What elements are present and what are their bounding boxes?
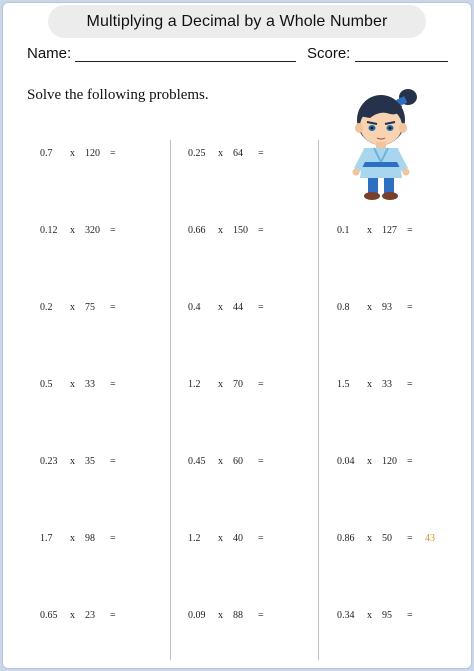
times-sign: x xyxy=(367,610,372,621)
operand-b: 35 xyxy=(85,456,95,467)
title-banner xyxy=(48,5,426,38)
equals-sign: = xyxy=(110,379,116,390)
operand-a: 0.23 xyxy=(40,456,58,467)
operand-a: 0.2 xyxy=(40,302,53,313)
operand-b: 95 xyxy=(382,610,392,621)
equals-sign: = xyxy=(407,225,413,236)
operand-b: 50 xyxy=(382,533,392,544)
operand-b: 320 xyxy=(85,225,100,236)
operand-b: 98 xyxy=(85,533,95,544)
times-sign: x xyxy=(70,225,75,236)
operand-b: 60 xyxy=(233,456,243,467)
operand-a: 0.12 xyxy=(40,225,58,236)
times-sign: x xyxy=(70,148,75,159)
name-field-line[interactable] xyxy=(75,61,296,62)
operand-a: 0.65 xyxy=(40,610,58,621)
equals-sign: = xyxy=(258,148,264,159)
operand-a: 0.4 xyxy=(188,302,201,313)
times-sign: x xyxy=(218,148,223,159)
times-sign: x xyxy=(70,456,75,467)
times-sign: x xyxy=(218,533,223,544)
operand-a: 1.5 xyxy=(337,379,350,390)
equals-sign: = xyxy=(110,533,116,544)
operand-b: 33 xyxy=(382,379,392,390)
equals-sign: = xyxy=(110,302,116,313)
equals-sign: = xyxy=(258,225,264,236)
equals-sign: = xyxy=(407,610,413,621)
times-sign: x xyxy=(218,456,223,467)
times-sign: x xyxy=(70,302,75,313)
times-sign: x xyxy=(218,225,223,236)
operand-a: 0.1 xyxy=(337,225,350,236)
times-sign: x xyxy=(367,379,372,390)
operand-b: 70 xyxy=(233,379,243,390)
operand-a: 0.34 xyxy=(337,610,355,621)
operand-a: 0.45 xyxy=(188,456,206,467)
equals-sign: = xyxy=(407,456,413,467)
operand-b: 93 xyxy=(382,302,392,313)
operand-a: 0.7 xyxy=(40,148,53,159)
operand-a: 1.2 xyxy=(188,379,201,390)
operand-b: 33 xyxy=(85,379,95,390)
times-sign: x xyxy=(218,610,223,621)
times-sign: x xyxy=(70,379,75,390)
worksheet-title: Multiplying a Decimal by a Whole Number xyxy=(86,13,388,30)
operand-b: 44 xyxy=(233,302,243,313)
equals-sign: = xyxy=(258,533,264,544)
answer[interactable]: 43 xyxy=(425,533,435,544)
operand-b: 75 xyxy=(85,302,95,313)
score-label: Score: xyxy=(307,45,351,62)
operand-a: 0.66 xyxy=(188,225,206,236)
equals-sign: = xyxy=(258,456,264,467)
operand-b: 120 xyxy=(85,148,100,159)
equals-sign: = xyxy=(110,225,116,236)
equals-sign: = xyxy=(407,533,413,544)
score-field-line[interactable] xyxy=(355,61,448,62)
equals-sign: = xyxy=(110,456,116,467)
equals-sign: = xyxy=(258,610,264,621)
equals-sign: = xyxy=(110,148,116,159)
operand-a: 0.25 xyxy=(188,148,206,159)
times-sign: x xyxy=(367,456,372,467)
operand-a: 0.09 xyxy=(188,610,206,621)
times-sign: x xyxy=(70,610,75,621)
operand-b: 88 xyxy=(233,610,243,621)
equals-sign: = xyxy=(258,379,264,390)
times-sign: x xyxy=(367,302,372,313)
times-sign: x xyxy=(218,302,223,313)
times-sign: x xyxy=(367,533,372,544)
equals-sign: = xyxy=(110,610,116,621)
operand-a: 1.2 xyxy=(188,533,201,544)
operand-a: 0.04 xyxy=(337,456,355,467)
boy-character-icon xyxy=(350,86,420,202)
operand-b: 23 xyxy=(85,610,95,621)
times-sign: x xyxy=(367,225,372,236)
instructions: Solve the following problems. xyxy=(27,87,209,103)
operand-b: 120 xyxy=(382,456,397,467)
equals-sign: = xyxy=(407,302,413,313)
column-divider-2 xyxy=(318,140,319,660)
times-sign: x xyxy=(70,533,75,544)
operand-b: 40 xyxy=(233,533,243,544)
operand-a: 1.7 xyxy=(40,533,53,544)
operand-a: 0.5 xyxy=(40,379,53,390)
operand-b: 150 xyxy=(233,225,248,236)
times-sign: x xyxy=(218,379,223,390)
name-label: Name: xyxy=(27,45,72,62)
operand-b: 64 xyxy=(233,148,243,159)
column-divider-1 xyxy=(170,140,171,660)
operand-b: 127 xyxy=(382,225,397,236)
operand-a: 0.8 xyxy=(337,302,350,313)
equals-sign: = xyxy=(258,302,264,313)
operand-a: 0.86 xyxy=(337,533,355,544)
equals-sign: = xyxy=(407,379,413,390)
